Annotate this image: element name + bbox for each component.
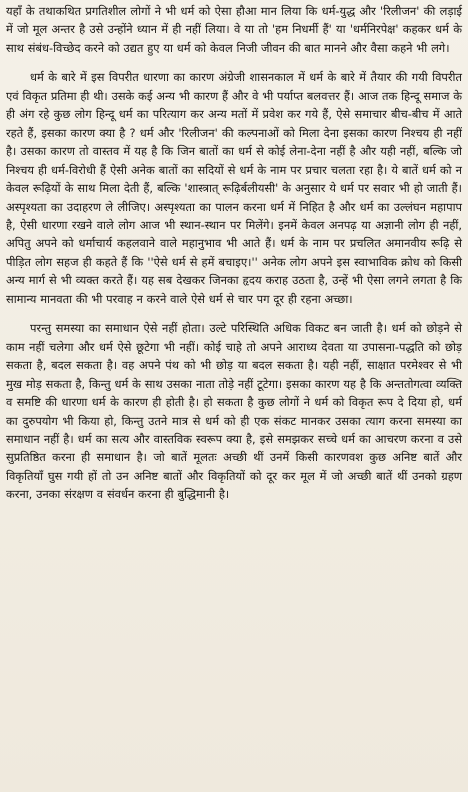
paragraph-3: परन्तु समस्या का समाधान ऐसे नहीं होता। उल्टे परिस्थिति अधिक विकट बन जाती है। धर्म को छोड़ने से काम नहीं चलेगा और धर्म ऐसे छूटेगा भी नहीं। कोई चाहे तो अपने आराध्य देवता या उपासना-पद्धति को छोड़ सकता है, बदल सकता है। वह अपने पंथ को भी छोड़ या बदल सकता है। यही नहीं, साक्षात परमेश्वर से भी मुख मोड़ सकता है, किन्तु धर्म के साथ उसका नाता तोड़े नहीं टूटेगा। इसका कारण यह है कि अन्ततोगत्वा व्यक्ति व समष्टि की धारणा धर्म के कारण ही होती है। हो सकता है कुछ लोगों ने धर्म को विकृत रूप दे दिया हो, धर्म का दुरुपयोग भी किया हो, किन्तु उतने मात्र से धर्म को ही एक संकट मानकर उसका त्याग करना समस्या का समाधान नहीं है। धर्म का सत्य और वास्तविक स्वरूप क्या है, इसे समझकर सच्चे धर्म का आचरण करना व उसे सुप्रतिष्ठित करना ही समाधान है। जो बातें मूलतः अच्छी थीं उनमें किसी कारणवश कुछ अनिष्ट बातें और विकृतियाँ घुस गयी हों तो उन अनिष्ट बातों और विकृतियों को दूर कर मूल में जो अच्छी बातें थीं उनको ग्रहण करना, उनका संरक्षण व संवर्धन करना ही बुद्धिमानी है।	[6, 321, 462, 502]
paragraph-1: यहाँ के तथाकथित प्रगतिशील लोगों ने भी धर्म को ऐसा हौआ मान लिया कि धर्म-युद्ध और 'रिलीजन' की लड़ाई में जो मूल अन्तर है उसे उन्होंने ध्यान में ही नहीं लिया। वे या तो 'हम निधर्मी हैं' या 'धर्मनिरपेक्ष' कहकर धर्म के साथ संबंध-विच्छेद करने को उद्यत हुए या धर्म को केवल निजी जीवन की बात मानने और वैसा कहने भी लगे।	[6, 4, 462, 55]
paragraph-2: धर्म के बारे में इस विपरीत धारणा का कारण अंग्रेजी शासनकाल में धर्म के बारे में तैयार की गयी विपरीत एवं विकृत प्रतिमा ही थी। उसके कई अन्य भी कारण हैं और वे भी पर्याप्त बलवत्तर हैं। आज तक हिन्दू समाज के ही अंग रहे कुछ लोग हिन्दू धर्म का परित्याग कर अन्य मतों में प्रवेश कर गये हैं, ऐसे समाचार बीच-बीच में आते रहते हैं, इसका कारण क्या है ? धर्म और 'रिलीजन' की कल्पनाओं को मिला देना इसका कारण निश्चय ही नहीं है। उसका कारण तो वास्तव में यह है कि जिन बातों का धर्म से कोई लेना-देना नहीं है और यही नहीं, बल्कि जो निश्चय ही धर्म-विरोधी हैं ऐसी अनेक बातों का सदियों से धर्म के नाम पर प्रचार चलता रहा है। ये बातें धर्म को न केवल रूढ़ियों के साथ मिला देती हैं, बल्कि 'शास्त्रात् रूढ़िर्बलीयसी' के अनुसार ये धर्म पर सवार भी हो जाती हैं। अस्पृश्यता का उदाहरण ले लीजिए। अस्पृश्यता का पालन करना धर्म में निहित है और धर्म का उल्लंघन महापाप है, ऐसी धारणा रखने वाले लोग आज भी स्थान-स्थान पर मिलेंगे। इनमें केवल अनपढ़ या अज्ञानी लोग ही नहीं, अपितु अपने को धर्माचार्य कहलवाने वाले महानुभाव भी आते हैं। धर्म के नाम पर प्रचलित अमानवीय रूढ़ि से पीड़ित लोग सहज ही कहते हैं कि ''ऐसे धर्म से हमें बचाइए।'' अनेक लोग अपने इस स्वाभाविक क्रोध को किसी अन्य मार्ग से भी व्यक्त करते हैं। यह सब देखकर जिनका हृदय कराह उठता है, उन्हें भी ऐसा लगने लगता है कि सामान्य मानवता की भी परवाह न करने वाले ऐसे धर्म से चार पग दूर ही रहना अच्छा।	[6, 70, 462, 306]
paragraph-gap	[6, 57, 462, 68]
paragraph-gap	[6, 308, 462, 319]
